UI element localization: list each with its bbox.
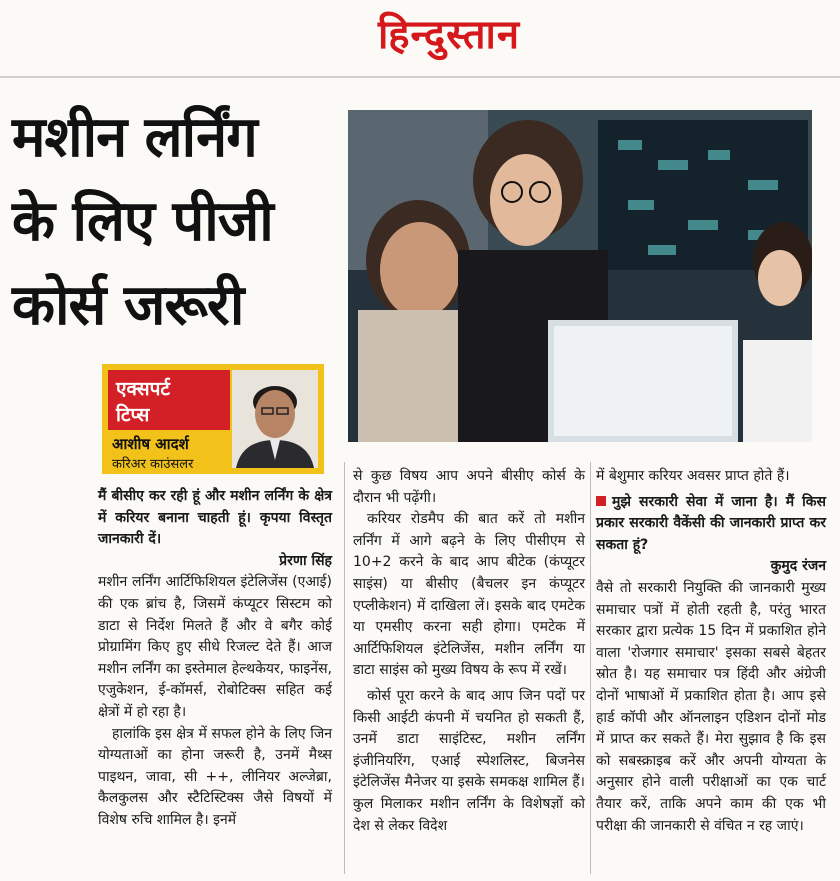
expert-tips-title-line-2: टिप्स <box>116 404 150 426</box>
expert-name: आशीष आदर्श <box>112 435 189 453</box>
expert-portrait-image <box>232 370 318 468</box>
students-photo-illustration <box>348 110 812 442</box>
column-1 <box>98 486 332 832</box>
newspaper-logo: हिन्दुस्तान <box>377 11 521 58</box>
expert-portrait <box>232 370 318 468</box>
column-divider-2 <box>590 462 591 874</box>
headline-line-1: मशीन लर्निंग <box>12 105 257 170</box>
expert-tips-title-line-1: एक्सपर्ट <box>116 378 170 400</box>
question-2 <box>596 492 826 557</box>
answer-2: वैसे तो सरकारी नियुक्ति की जानकारी मुख्य समाचार पत्रों में होती रहती है, परंतु भारत सरकार द्वारा प्रत्येक 15 दिन में प्रकाशित होने वाला 'रोजगार समाचार' इसका सबसे बेहतर स्रोत है। यह समाचार पत्र हिंदी और अंग्रेजी दोनों भाषाओं में प्रकाशित होता है। आप इसे हार्ड कॉपी और ऑनलाइन एडिशन दोनों मोड में प्राप्त कर सकते हैं। मेरा सुझाव है कि इस को सबस्क्राइब करें और अपनी योग्यता के अनुसार होने वाली परीक्षाओं का एक चार्ट तैयार करें, ताकि अपने काम की एक भी परीक्षा की जानकारी से वंचित न रह जाएं। <box>596 579 826 834</box>
column-3 <box>596 466 826 837</box>
headline <box>12 96 332 348</box>
expert-role: करिअर काउंसलर <box>112 457 194 472</box>
answer-1-paragraph-5: कोर्स पूरा करने के बाद आप जिन पदों पर किसी आईटी कंपनी में चयनित हो सकती हैं, उनमें डाटा साइंटिस्ट, मशीन लर्निंग इंजीनियरिंग, एआई स्पेशलिस्ट, बिजनेस इंटेलिजेंस मैनेजर या इसके समकक्ष शामिल हैं। कुल मिलाकर मशीन लर्निंग के विशेषज्ञों को देश से लेकर विदेश <box>353 687 585 834</box>
question-1: मैं बीसीए कर रही हूं और मशीन लर्निंग के क्षेत्र में करियर बनाना चाहती हूं। कृपया विस्तृत जानकारी दें। <box>98 488 332 548</box>
asker-1: प्रेरणा सिंह <box>279 552 332 569</box>
answer-1-paragraph-2: हालांकि इस क्षेत्र में सफल होने के लिए जिन योग्यताओं का होना जरूरी है, उनमें मैथ्स पाइथन, जावा, सी ++, लीनियर अल्जेब्रा, कैलकुलस और स्टैटिस्टिक्स जैसे विषयों में विशेष रुचि शामिल है। इनमें <box>98 725 332 828</box>
expert-tips-box <box>102 364 324 474</box>
article-photo <box>348 110 812 442</box>
masthead-rule <box>0 76 840 78</box>
expert-tips-title <box>116 376 170 428</box>
expert-tips-banner <box>108 370 230 430</box>
asker-2: कुमुद रंजन <box>770 558 826 575</box>
answer-1-paragraph-4: करियर रोडमैप की बात करें तो मशीन लर्निंग में आगे बढ़ने के लिए पीसीएम से 10+2 करने के बाद आप बीटेक (कंप्यूटर साइंस) या बीसीए (बैचलर इन कंप्यूटर एप्लीकेशन) में दाखिला लें। इसके बाद एमटेक या एमसीए करना सही होगा। एमटेक में आर्टिफिशियल इंटेलिजेंस, मशीन लर्निंग या डाटा साइंस को मुख्य विषय के रूप में रखें। <box>353 511 585 679</box>
answer-1-paragraph-3: से कुछ विषय आप अपने बीसीए कोर्स के दौरान भी पढ़ेंगी। <box>353 468 585 506</box>
headline-line-2: के लिए पीजी <box>12 189 273 254</box>
column-2 <box>353 466 585 837</box>
column-divider-1 <box>344 462 345 874</box>
question-2-text: मुझे सरकारी सेवा में जाना है। मैं किस प्रकार सरकारी वैकेंसी की जानकारी प्राप्त कर सकता हूं? <box>596 493 826 553</box>
answer-1-paragraph-1: मशीन लर्निंग आर्टिफिशियल इंटेलिजेंस (एआई) की एक ब्रांच है, जिसमें कंप्यूटर सिस्टम को डाटा से निर्देश मिलते हैं और वे बगैर कोई प्रोग्रामिंग किए हुए सीधे रिजल्ट देते हैं। आज मशीन लर्निंग का इस्तेमाल हेल्थकेयर, फाइनेंस, एजुकेशन, ई-कॉमर्स, रोबोटिक्स सहित कई क्षेत्रों में हो रहा है। <box>98 574 332 720</box>
answer-1-paragraph-6: में बेशुमार करियर अवसर प्राप्त होते हैं। <box>596 468 790 484</box>
headline-line-3: कोर्स जरूरी <box>12 273 244 338</box>
masthead <box>0 0 840 78</box>
question-marker-icon <box>596 496 606 506</box>
